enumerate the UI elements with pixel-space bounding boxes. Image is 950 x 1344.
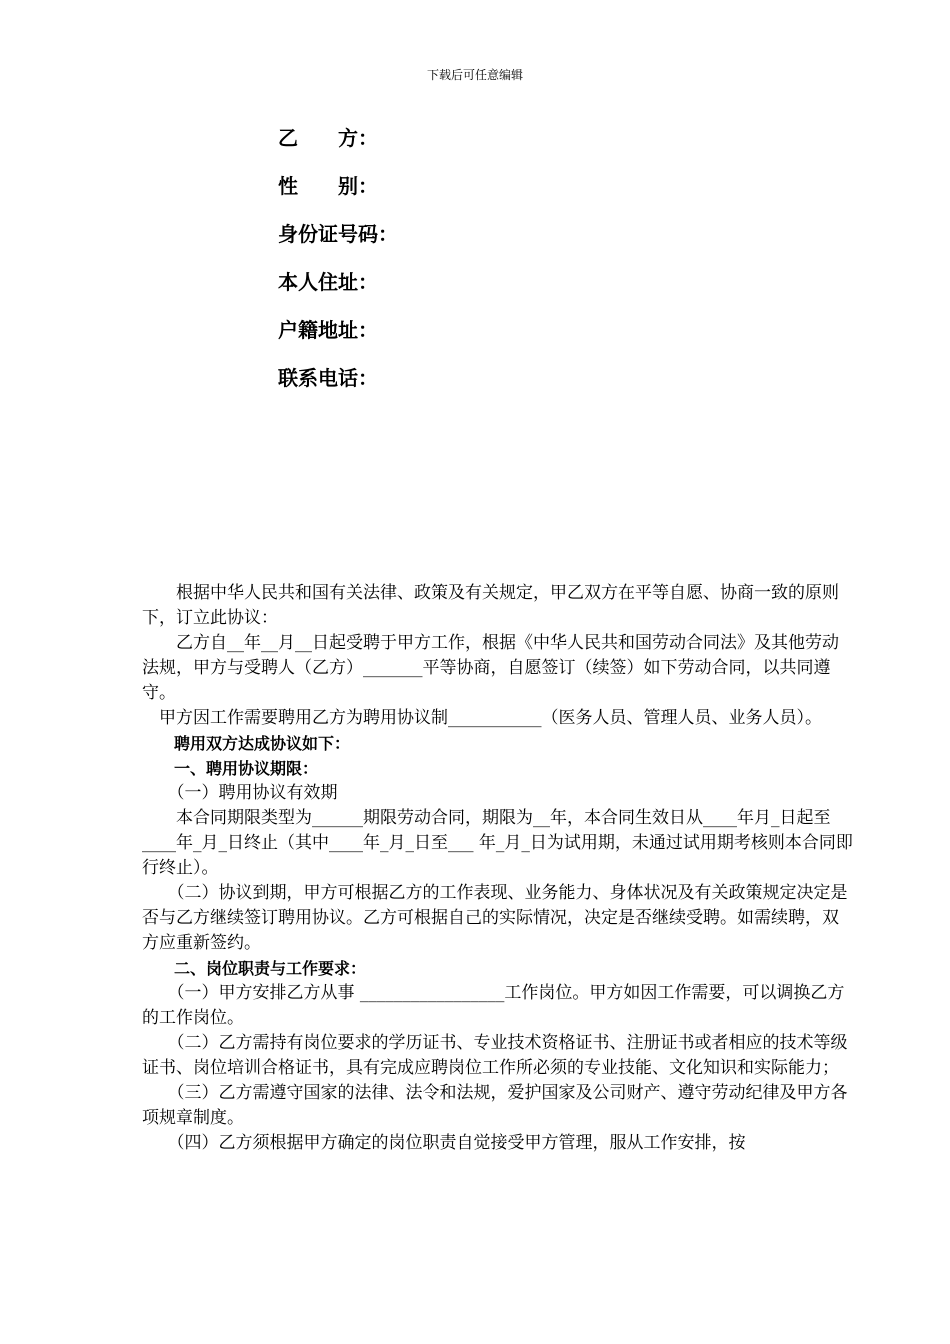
party-b-name-label: 乙 方： xyxy=(278,126,378,150)
paragraph-renewal: （二）协议到期，甲方可根据乙方的工作表现、业务能力、身体状况及有关政策规定决定是否与乙方继续签订聘用协议。乙方可根据自己的实际情况，决定是否继续受聘。如需续聘，双方应重新签约。 xyxy=(142,883,848,953)
paragraph-duties: （四）乙方须根据甲方确定的岗位职责自觉接受甲方管理，服从工作安排，按 xyxy=(142,1133,746,1153)
heading-section-2: 二、岗位职责与工作要求： xyxy=(142,959,367,978)
paragraph-job-assignment: （一）甲方安排乙方从事 _________________工作岗位。甲方如因工作需要，可以调换乙方的工作岗位。 xyxy=(142,983,845,1028)
phone-label: 联系电话： xyxy=(278,366,378,390)
household-address-label: 户籍地址： xyxy=(278,318,378,342)
paragraph-term-validity: （一）聘用协议有效期 xyxy=(142,783,338,803)
paragraph-legal-basis: 根据中华人民共和国有关法律、政策及有关规定，甲乙双方在平等自愿、协商一致的原则下，订立此协议： xyxy=(142,583,839,628)
party-b-info-block xyxy=(278,124,398,412)
paragraph-qualifications: （二）乙方需持有岗位要求的学历证书、专业技术资格证书、注册证书或者相应的技术等级证书、岗位培训合格证书，具有完成应聘岗位工作所必须的专业技能、文化知识和实际能力； xyxy=(142,1033,848,1078)
paragraph-employment-start: 乙方自__年__月__日起受聘于甲方工作，根据《中华人民共和国劳动合同法》及其他劳动法规，甲方与受聘人（乙方）_______平等协商，自愿签订（续签）如下劳动合同，以共同遵守。 xyxy=(142,633,839,703)
header-note: 下载后可任意编辑 xyxy=(426,68,523,82)
heading-section-1: 一、聘用协议期限： xyxy=(142,759,319,778)
paragraph-position-type: 甲方因工作需要聘用乙方为聘用协议制___________（医务人员、管理人员、业务人员）。 xyxy=(142,708,822,728)
gender-label: 性 别： xyxy=(278,174,378,198)
paragraph-contract-term: 本合同期限类型为______期限劳动合同，期限为__年，本合同生效日从____年月_日起至____年_月_日终止（其中____年_月_日至___ 年_月_日为试用期，未通过试用期考核则本合同即行终止）。 xyxy=(142,808,853,878)
paragraph-compliance: （三）乙方需遵守国家的法律、法令和法规，爱护国家及公司财产、遵守劳动纪律及甲方各项规章制度。 xyxy=(142,1083,848,1128)
contract-body xyxy=(142,581,854,1156)
heading-agreement: 聘用双方达成协议如下： xyxy=(142,734,351,753)
id-number-label: 身份证号码： xyxy=(278,222,398,246)
residence-address-label: 本人住址： xyxy=(278,270,378,294)
